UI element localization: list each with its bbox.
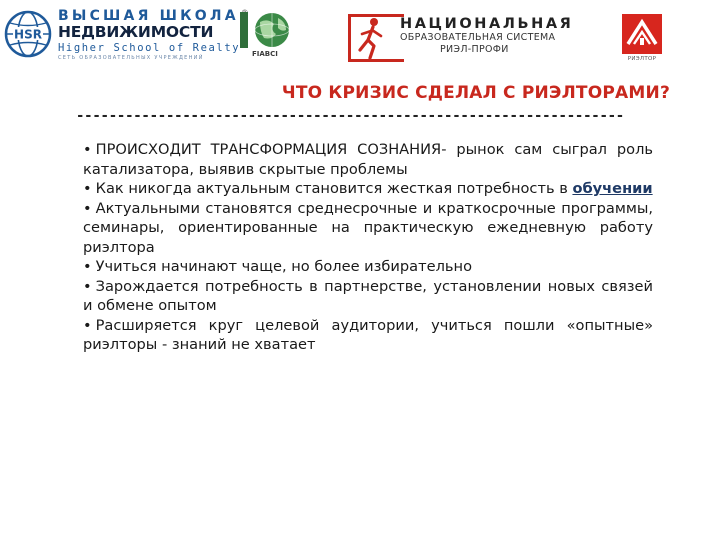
globe-icon (238, 10, 300, 52)
list-item (83, 199, 653, 258)
list-item (83, 277, 653, 316)
bullet-marker: • (83, 199, 92, 217)
bullet-marker: • (83, 258, 92, 275)
bullet-text: Расширяется круг целевой аудитории, учиться пошли «опытные» риэлторы - знаний не хватает (83, 316, 653, 353)
hsr-logo-line3: Higher School of Realty (58, 42, 241, 54)
hsr-logo (4, 8, 241, 66)
svg-text:HSR: HSR (14, 27, 42, 42)
fiabci-logo (238, 10, 300, 66)
bullet-marker: • (83, 180, 92, 197)
list-item (83, 257, 653, 277)
hsr-logo-line4: СЕТЬ ОБРАЗОВАТЕЛЬНЫХ УЧРЕЖДЕНИЙ (58, 55, 204, 61)
bullet-text: Актуальными становятся среднесрочные и краткосрочные программы, семинары, ориентированные на практическую ежедневную работу риэлтора (83, 199, 653, 256)
globe-icon (4, 10, 52, 58)
list-item (83, 140, 653, 179)
emphasis-word: обучении (572, 180, 653, 197)
nes-logo-line1: НАЦИОНАЛЬНАЯ (400, 16, 574, 32)
nes-logo (348, 12, 574, 66)
rgr-logo-label: РИЭЛТОР (627, 56, 657, 62)
fiabci-logo-label: FIABCI (252, 50, 278, 58)
nes-logo-line3: РИЭЛ-ПРОФИ (440, 44, 509, 55)
bullet-text: ПРОИСХОДИТ ТРАНСФОРМАЦИЯ СОЗНАНИЯ- рынок сам сыграл роль катализатора, выявив скрытые проблемы (83, 141, 653, 178)
bullet-marker: • (83, 316, 92, 334)
bullet-marker: • (83, 277, 92, 295)
title-divider: ------------------------------------------------------------------- (76, 110, 624, 122)
hsr-logo-line2: НЕДВИЖИМОСТИ (58, 23, 214, 41)
bullet-list (83, 140, 653, 355)
nes-logo-line2: ОБРАЗОВАТЕЛЬНАЯ СИСТЕМА (400, 32, 556, 43)
list-item (83, 316, 653, 355)
bullet-text: Как никогда актуальным становится жесткая потребность в (95, 180, 573, 197)
hsr-logo-line1: ВЫСШАЯ ШКОЛА (58, 8, 239, 24)
running-person-icon (354, 16, 388, 62)
bullet-text: Учиться начинают чаще, но более избирательно (95, 258, 472, 275)
rgr-logo (620, 14, 664, 66)
list-item (83, 179, 653, 199)
slide-title: ЧТО КРИЗИС СДЕЛАЛ С РИЭЛТОРАМИ? (281, 83, 670, 103)
bullet-text: Зарождается потребность в партнерстве, установлении новых связей и обмене опытом (83, 277, 653, 314)
house-emblem-icon (620, 14, 664, 54)
bullet-marker: • (83, 141, 92, 158)
